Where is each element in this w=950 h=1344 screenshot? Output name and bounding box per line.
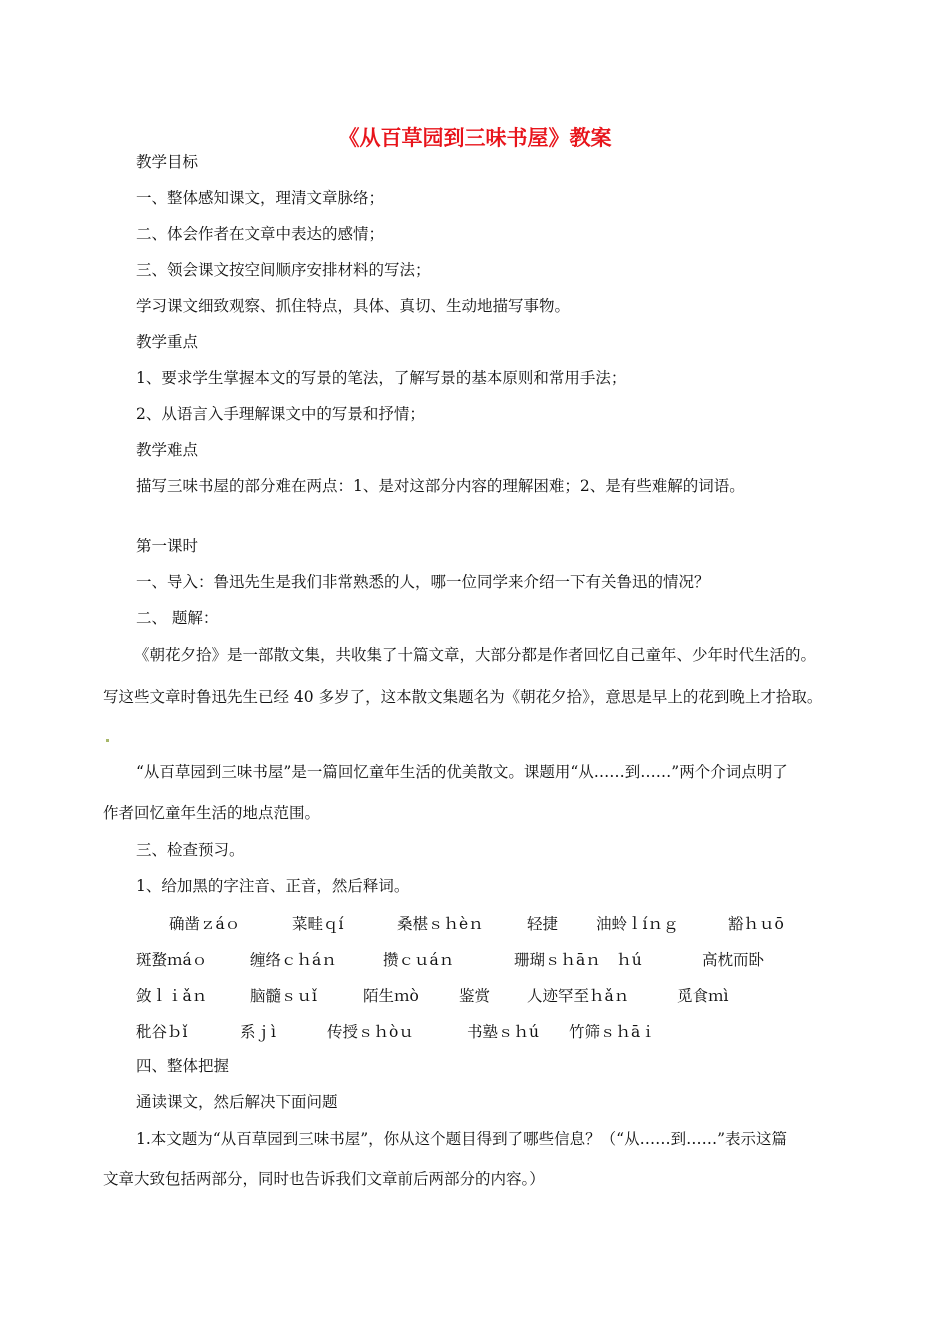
vocab-item: 确凿ｚáｏ: [169, 915, 241, 933]
focus-heading: 教学重点: [136, 333, 199, 351]
vocab-item: 轻捷: [527, 915, 559, 933]
objective-item: 学习课文细致观察、抓住特点，具体、真切、生动地描写事物。: [136, 297, 571, 315]
lesson-heading: 第一课时: [136, 537, 199, 555]
vocab-item: 人迹罕至ｈǎｎ: [527, 987, 630, 1005]
objective-item: 三、领会课文按空间顺序安排材料的写法；: [136, 261, 431, 279]
topic-paragraph-line: 《朝花夕拾》是一部散文集，共收集了十篇文章，大部分都是作者回忆自己童年、少年时代生活的。: [134, 646, 817, 664]
vocab-item: 脑髓ｓｕǐ: [250, 987, 317, 1005]
topic-paragraph-line: “从百草园到三味书屋”是一篇回忆童年生活的优美散文。课题用“从……到……”两个介词点明了: [136, 763, 788, 781]
vocab-row: [0, 912, 950, 932]
topic-paragraph-line: 作者回忆童年生活的地点范围。: [103, 804, 321, 822]
vocab-item: 书塾ｓｈú: [467, 1023, 539, 1041]
vocab-item: 秕谷ｂǐ: [136, 1023, 188, 1041]
vocab-item: 鉴赏: [459, 987, 491, 1005]
vocab-item: 缠络ｃｈáｎ: [250, 951, 337, 969]
objective-item: 二、体会作者在文章中表达的感情；: [136, 225, 385, 243]
preview-heading: 三、检查预习。: [136, 841, 245, 859]
vocab-item: 高枕而卧: [702, 951, 765, 969]
vocab-item: 竹筛ｓｈāｉ: [569, 1023, 656, 1041]
stray-mark: [106, 739, 109, 742]
vocab-item: 传授ｓｈòｕ: [327, 1023, 414, 1041]
vocab-item: 桑椹ｓｈèｎ: [397, 915, 484, 933]
vocab-item: 敛ｌｉǎｎ: [136, 987, 208, 1005]
vocab-row: [0, 1020, 950, 1040]
question-line: 文章大致包括两部分，同时也告诉我们文章前后两部分的内容。）: [103, 1170, 545, 1188]
vocab-row: [0, 948, 950, 968]
vocab-item: 系ｊì: [240, 1023, 276, 1041]
focus-item: 2、从语言入手理解课文中的写景和抒情；: [136, 405, 425, 423]
intro-paragraph: 一、导入：鲁迅先生是我们非常熟悉的人，哪一位同学来介绍一下有关鲁迅的情况？: [136, 573, 710, 591]
vocab-item: 油蛉ｌíｎｇ: [596, 915, 679, 933]
difficulty-heading: 教学难点: [136, 441, 199, 459]
grasp-heading: 四、整体把握: [136, 1057, 230, 1075]
vocab-item: 珊瑚ｓｈāｎ ｈú: [514, 951, 642, 969]
vocab-item: 觅食ｍì: [677, 987, 729, 1005]
vocab-item: 攒ｃｕáｎ: [383, 951, 455, 969]
topic-heading: 二、 题解：: [136, 609, 219, 627]
objective-item: 一、整体感知课文，理清文章脉络；: [136, 189, 385, 207]
vocab-row: [0, 984, 950, 1004]
difficulty-item: 描写三味书屋的部分难在两点：1、是对这部分内容的理解困难；2、是有些难解的词语。: [136, 477, 745, 495]
page-title: 《从百草园到三味书屋》教案: [338, 126, 612, 150]
objectives-heading: 教学目标: [136, 153, 199, 171]
vocab-item: 豁ｈｕō: [728, 915, 784, 933]
vocab-item: 菜畦ｑí: [292, 915, 344, 933]
vocab-item: 斑蝥ｍáｏ: [136, 951, 208, 969]
grasp-task: 通读课文，然后解决下面问题: [136, 1093, 338, 1111]
topic-paragraph-line: 写这些文章时鲁迅先生已经 40 多岁了，这本散文集题名为《朝花夕拾》，意思是早上的花到晚上才拾取。: [103, 688, 823, 706]
focus-item: 1、要求学生掌握本文的写景的笔法，了解写景的基本原则和常用手法；: [136, 369, 627, 387]
question-line: 1.本文题为“从百草园到三味书屋”，你从这个题目得到了哪些信息？（“从……到……”表示这篇: [136, 1130, 787, 1148]
vocab-item: 陌生ｍò: [363, 987, 419, 1005]
preview-task: 1、给加黑的字注音、正音，然后释词。: [136, 877, 410, 895]
